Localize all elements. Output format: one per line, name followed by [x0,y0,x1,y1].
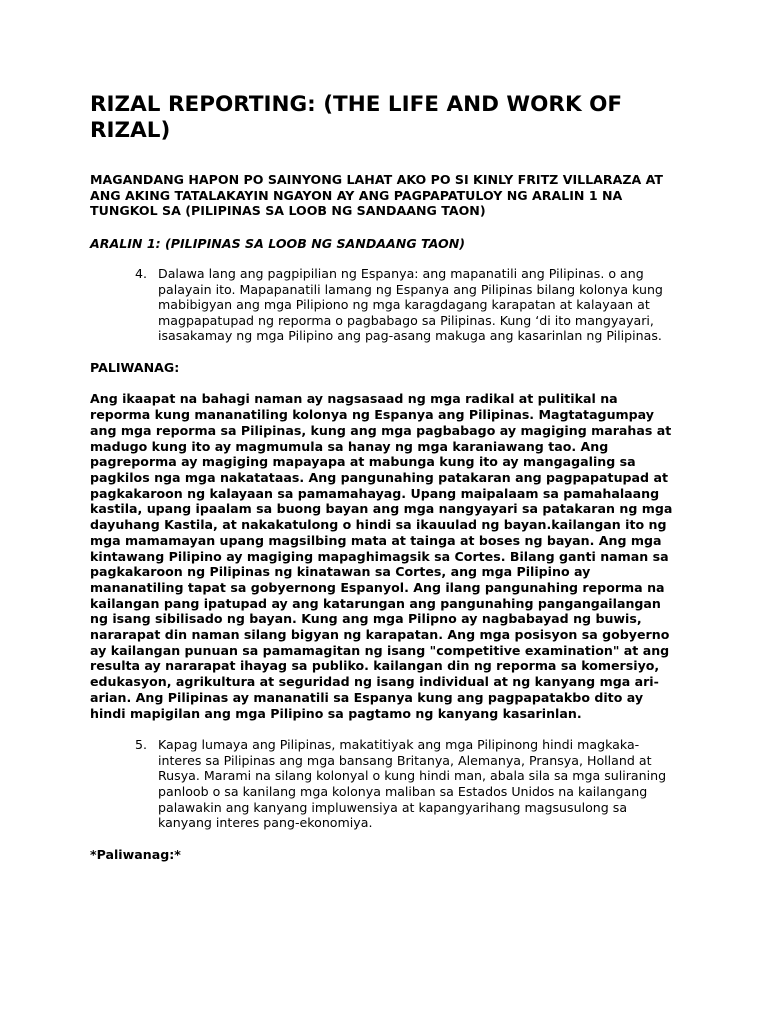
list-item-5 [135,737,680,831]
document-title: RIZAL REPORTING: (THE LIFE AND WORK OF RIZAL) [90,92,623,143]
aralin-heading: ARALIN 1: (PILIPINAS SA LOOB NG SANDAANG TAON) [90,235,466,251]
paliwanag-2-label: *Paliwanag:* [90,846,181,862]
list-item-4-text: Dalawa lang ang pagpipilian ng Espanya: ang mapanatili ang Pilipinas. o ang palayain ito. Mapapanatili lamang ng Espanya ang Pilipinas bilang kolonya kung mabibigyan ang mga Pilipiono ng mga karagdagang karapatan at kalayaan at magpapatupad ng reporma o pagbabago sa Pilipinas. Kung ‘di ito mangyayari, isasakamay ng mga Pilipino ang pag-asang makuga ang kasarinlan ng Pilipinas. [158,266,663,344]
list-item-4-number: 4. [135,266,148,281]
list-item-4 [135,266,680,344]
document-page [90,92,680,878]
intro-paragraph: MAGANDANG HAPON PO SAINYONG LAHAT AKO PO SI KINLY FRITZ VILLARAZA AT ANG AKING TATALAKAYIN NGAYON AY ANG PAGPAPATULOY NG ARALIN 1 NA TUNGKOL SA (PILIPINAS SA LOOB NG SANDAANG TAON) [90,172,663,218]
list-item-5-number: 5. [135,737,148,753]
paliwanag-label: PALIWANAG: [90,359,180,375]
paliwanag-paragraph: Ang ikaapat na bahagi naman ay nagsasaad ng mga radikal at pulitikal na reporma kung mananatiling kolonya ng Espanya ang Pilipinas. Magtatagumpay ang mga reporma sa Pilipinas, kung ang mga pagbabago ay magiging marahas at madugo kung ito ay magmumula sa hanay ng mga karaniawang tao. Ang pagreporma ay magiging mapayapa at mabunga kung ito ay mangagaling sa pagkilos nga mga nakatataas. Ang pangunahing patakaran ang pagpapatupad at pagkakaroon ng kalayaan sa pamamahayag. Upang maipalaam sa pamahalaang kastila, upang ipaalam sa buong bayan ang mga nangyayari sa patakaran ng mga dayuhang Kastila, at nakakatulong o hindi sa ikauulad ng bayan.kailangan ito ng mga mamamayan upang magsilbing mata at tainga at boses ng bayan. Ang mga kintawang Pilipino ay magiging mapaghimagsik sa Cortes. Bilang ganti naman sa pagkakaroon ng Pilipinas ng kinatawan sa Cortes, ang mga Pilipino ay mananatiling tapat sa gobyernong Espanyol. Ang ilang pangunahing reporma na kailangan pang ipatupad ay ang katarungan ang pangunahing pangangailangan ng isang sibilisado ng bayan. Kung ang mga Pilipno ay nagbabayad ng buwis, nararapat din naman silang bigyan ng karapatan. Ang mga posisyon sa gobyerno ay kailangan punuan sa pamamagitan ng isang "competitive examination" at ang resulta ay nararapat ihayag sa publiko. kailangan din ng reporma sa komersiyo, edukasyon, agrikultura at seguridad ng isang individual at ng kanyang mga ari-arian. Ang Pilipinas ay mananatili sa Espanya kung ang pagpapatakbo dito ay hindi mapigilan ang mga Pilipino sa pagtamo ng kanyang kasarinlan. [90,391,673,721]
list-item-5-text: Kapag lumaya ang Pilipinas, makatitiyak ang mga Pilipinong hindi magkaka-interes sa Pilipinas ang mga bansang Britanya, Alemanya, Pransya, Holland at Rusya. Marami na silang kolonyal o kung hindi man, abala sila sa mga suliraning panloob o sa kanilang mga kolonya maliban sa Estados Unidos na kailangang palawakin ang kanyang impluwensiya at kapangyarihang magsusulong sa kanyang interes pang-ekonomiya. [158,737,667,831]
